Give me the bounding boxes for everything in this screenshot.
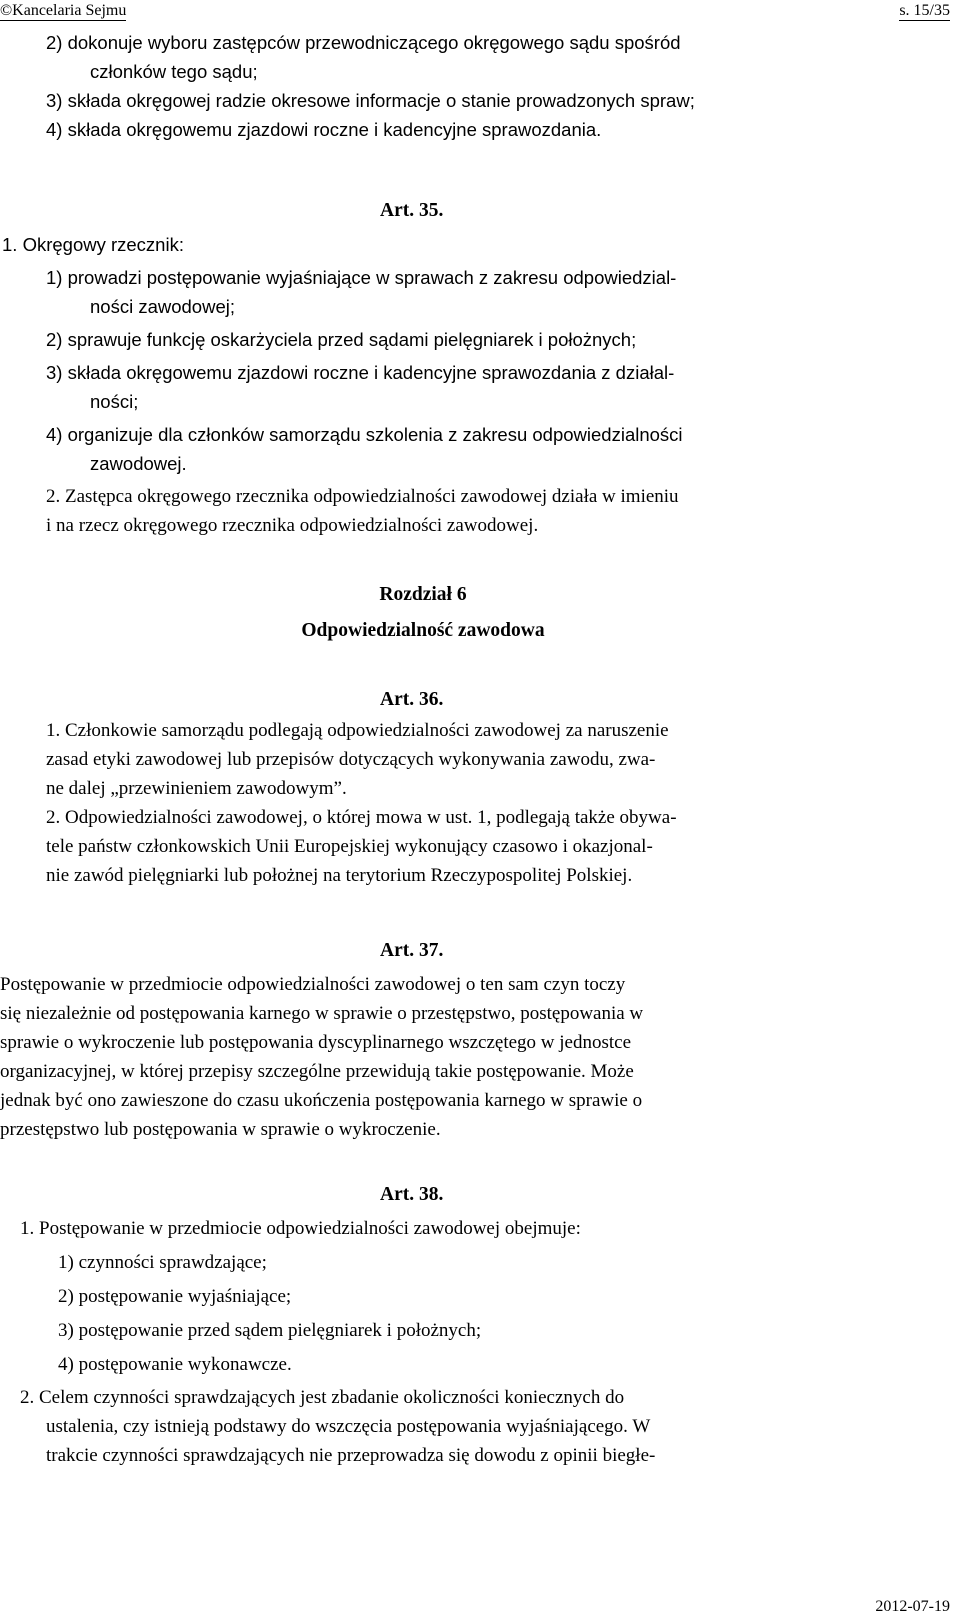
list-item: 2) postępowanie wyjaśniające; bbox=[58, 1286, 292, 1307]
article-heading-37: Art. 37. bbox=[380, 940, 444, 961]
paragraph-2-continued: tele państw członkowskich Unii Europejskiej wykonujący czasowo i okazjonal- bbox=[46, 836, 653, 857]
list-item: 4) organizuje dla członków samorządu szkolenia z zakresu odpowiedzialności bbox=[46, 424, 683, 445]
list-item: 2) sprawuje funkcję oskarżyciela przed sądami pielęgniarek i położnych; bbox=[46, 329, 637, 350]
text-line: przestępstwo lub postępowania w sprawie o wykroczenie. bbox=[0, 1119, 441, 1140]
list-item: 3) składa okręgowemu zjazdowi roczne i kadencyjne sprawozdania z działal- bbox=[46, 362, 675, 383]
list-item: 1) prowadzi postępowanie wyjaśniające w sprawach z zakresu odpowiedzial- bbox=[46, 267, 677, 288]
paragraph-2: 2. Celem czynności sprawdzających jest zbadanie okoliczności koniecznych do bbox=[20, 1387, 625, 1408]
paragraph-2-continued: i na rzecz okręgowego rzecznika odpowiedzialności zawodowej. bbox=[46, 515, 539, 536]
text-line: sprawie o wykroczenie lub postępowania dyscyplinarnego wszczętego w jednostce bbox=[0, 1032, 632, 1053]
list-item-continued: ności; bbox=[90, 391, 139, 412]
paragraph-1-continued: zasad etyki zawodowej lub przepisów dotyczących wykonywania zawodu, zwa- bbox=[46, 749, 656, 770]
header-copyright: ©Kancelaria Sejmu bbox=[0, 2, 127, 19]
list-item: 3) składa okręgowej radzie okresowe informacje o stanie prowadzonych spraw; bbox=[46, 90, 695, 111]
paragraph-1: 1. Okręgowy rzecznik: bbox=[2, 234, 184, 255]
header-left bbox=[0, 2, 126, 21]
paragraph-1: 1. Członkowie samorządu podlegają odpowiedzialności zawodowej za naruszenie bbox=[46, 720, 669, 741]
text-line: Postępowanie w przedmiocie odpowiedzialności zawodowej o ten sam czyn toczy bbox=[0, 974, 626, 995]
header-page-number: s. 15/35 bbox=[899, 2, 950, 19]
article-35-body bbox=[0, 230, 860, 478]
paragraph-2-continued: trakcie czynności sprawdzających nie przeprowadza się dowodu z opinii biegłe- bbox=[46, 1445, 656, 1466]
paragraph-2-continued: ustalenia, czy istnieją podstawy do wszczęcia postępowania wyjaśniającego. W bbox=[46, 1416, 651, 1437]
list-item: 4) postępowanie wykonawcze. bbox=[58, 1354, 292, 1375]
chapter-title: Odpowiedzialność zawodowa bbox=[301, 620, 545, 641]
article-37-body bbox=[0, 970, 860, 1144]
top-list bbox=[46, 28, 856, 144]
article-38-body bbox=[0, 1214, 860, 1470]
list-item: 1) czynności sprawdzające; bbox=[58, 1252, 267, 1273]
text-line: się niezależnie od postępowania karnego w sprawie o przestępstwo, postępowania w bbox=[0, 1003, 644, 1024]
header-right bbox=[899, 2, 950, 21]
list-item-continued: ności zawodowej; bbox=[90, 296, 235, 317]
text-line: organizacyjnej, w której przepisy szczególne przewidują takie postępowanie. Może bbox=[0, 1061, 634, 1082]
list-item-continued: członków tego sądu; bbox=[90, 61, 258, 82]
list-item: 2) dokonuje wyboru zastępców przewodniczącego okręgowego sądu spośród bbox=[46, 32, 681, 53]
paragraph-1: 1. Postępowanie w przedmiocie odpowiedzialności zawodowej obejmuje: bbox=[20, 1218, 581, 1239]
article-35-paragraph-2 bbox=[0, 482, 860, 540]
list-item-continued: zawodowej. bbox=[90, 453, 187, 474]
article-36-body bbox=[0, 716, 860, 890]
paragraph-2-continued: nie zawód pielęgniarki lub położnej na terytorium Rzeczypospolitej Polskiej. bbox=[46, 865, 633, 886]
paragraph-2: 2. Odpowiedzialności zawodowej, o której mowa w ust. 1, podlegają także obywa- bbox=[46, 807, 677, 828]
footer-date: 2012-07-19 bbox=[875, 1598, 950, 1615]
list-item: 3) postępowanie przed sądem pielęgniarek i położnych; bbox=[58, 1320, 482, 1341]
paragraph-1-continued: ne dalej „przewinieniem zawodowym”. bbox=[46, 778, 347, 799]
chapter-number: Rozdział 6 bbox=[379, 584, 467, 605]
article-heading-36: Art. 36. bbox=[380, 689, 444, 710]
article-heading-35: Art. 35. bbox=[380, 200, 444, 221]
paragraph-2: 2. Zastępca okręgowego rzecznika odpowiedzialności zawodowej działa w imieniu bbox=[46, 486, 679, 507]
list-item: 4) składa okręgowemu zjazdowi roczne i kadencyjne sprawozdania. bbox=[46, 119, 602, 140]
article-heading-38: Art. 38. bbox=[380, 1184, 444, 1205]
text-line: jednak być ono zawieszone do czasu ukończenia postępowania karnego w sprawie o bbox=[0, 1090, 643, 1111]
